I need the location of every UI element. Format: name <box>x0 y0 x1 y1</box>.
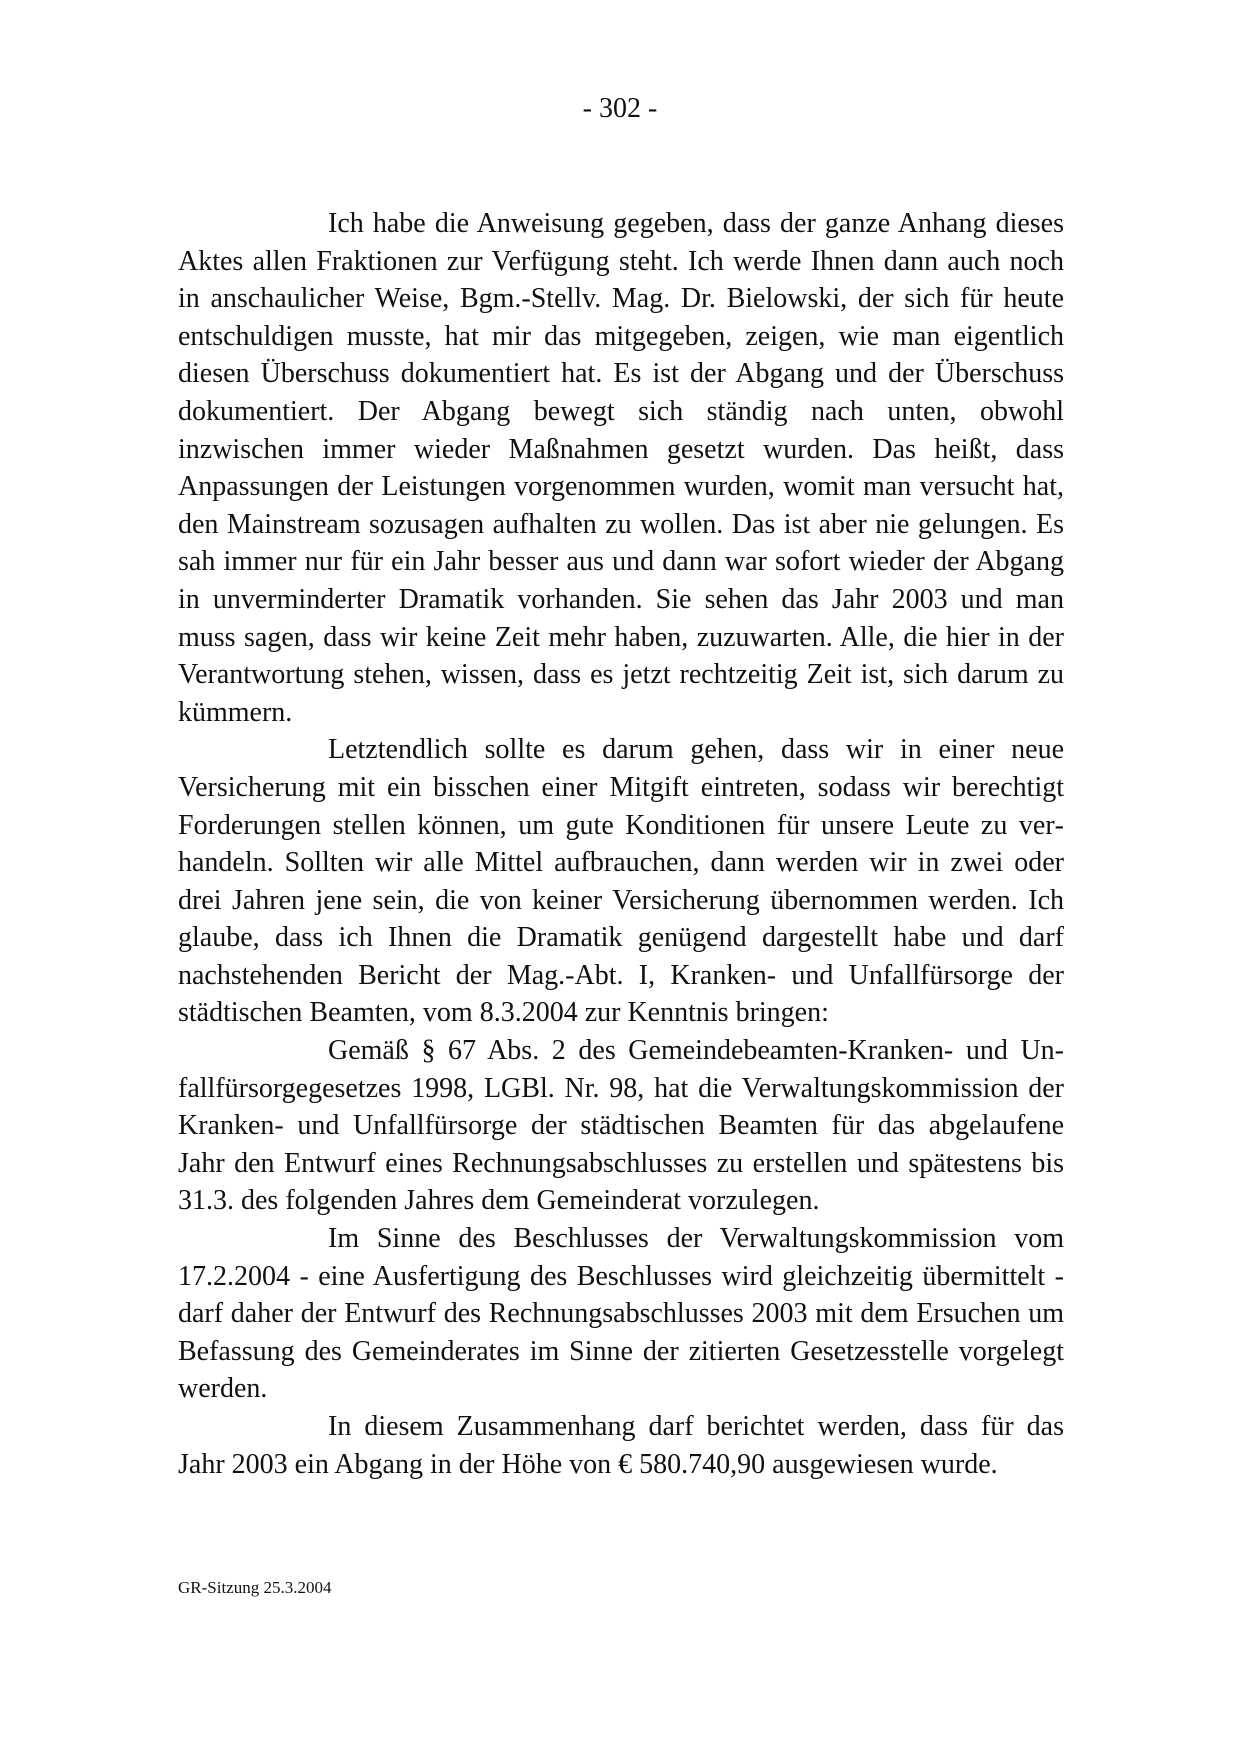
footer-session-date: GR-Sitzung 25.3.2004 <box>178 1578 332 1597</box>
paragraph: In diesem Zusammenhang darf berichtet werden, dass für das Jahr 2003 ein Abgang in der Höhe von € 580.740,90 ausgewiesen wurde. <box>178 1411 1064 1480</box>
paragraph: Gemäß § 67 Abs. 2 des Gemeindebeamten-Kranken- und Unfallfürsorgegesetzes 1998, LGBl. Nr. 98, hat die Verwaltungskommission der Kranken- und Unfallfürsorge der städtischen Beamten für das abgelaufene Jahr den Entwurf eines Rechnungsabschlusses zu erstellen und spätestens bis 31.3. des folgenden Jahres dem Gemeinderat vorzulegen. <box>178 1035 1064 1217</box>
paragraph: Letztendlich sollte es darum gehen, dass wir in einer neue Versicherung mit ein bisschen einer Mitgift eintreten, sodass wir berechtigt Forderungen stellen können, um gute Konditionen für unsere Leute zu verhandeln. Sollten wir alle Mittel aufbrauchen, dann werden wir in zwei oder drei Jahren jene sein, die von keiner Versicherung übernommen werden. Ich glaube, dass ich Ihnen die Dramatik genügend dargestellt habe und darf nachstehenden Bericht der Mag.-Abt. I, Kranken- und Unfallfürsorge der städtischen Beamten, vom 8.3.2004 zur Kenntnis bringen: <box>178 734 1064 1029</box>
paragraph: Ich habe die Anweisung gegeben, dass der ganze Anhang dieses Aktes allen Fraktionen zur Verfügung steht. Ich werde Ihnen dann auch noch in anschaulicher Weise, Bgm.-Stellv. Mag. Dr. Bielowski, der sich für heute entschuldigen musste, hat mir das mitgegeben, zeigen, wie man eigentlich diesen Überschuss dokumentiert hat. Es ist der Abgang und der Überschuss dokumentiert. Der Abgang bewegt sich ständig nach unten, obwohl inzwischen immer wieder Maßnahmen gesetzt wurden. Das heißt, dass Anpassungen der Leistungen vorgenommen wurden, womit man versucht hat, den Mainstream sozusagen aufhalten zu wollen. Das ist aber nie gelungen. Es sah immer nur für ein Jahr besser aus und dann war sofort wieder der Abgang in unverminderter Dramatik vorhanden. Sie sehen das Jahr 2003 und man muss sagen, dass wir keine Zeit mehr haben, zuzuwarten. Alle, die hier in der Verantwortung stehen, wissen, dass es jetzt rechtzeitig Zeit ist, sich darum zu kümmern. <box>178 208 1064 728</box>
page-number: - 302 - <box>582 93 658 124</box>
paragraph: Im Sinne des Beschlusses der Verwaltungskommission vom 17.2.2004 - eine Ausfertigung des Beschlusses wird gleichzeitig übermittelt - darf daher der Entwurf des Rechnungsabschlusses 2003 mit dem Ersuchen um Befassung des Gemeinderates im Sinne der zitierten Gesetzesstelle vorgelegt werden. <box>178 1223 1064 1405</box>
document-body <box>178 205 1064 1483</box>
